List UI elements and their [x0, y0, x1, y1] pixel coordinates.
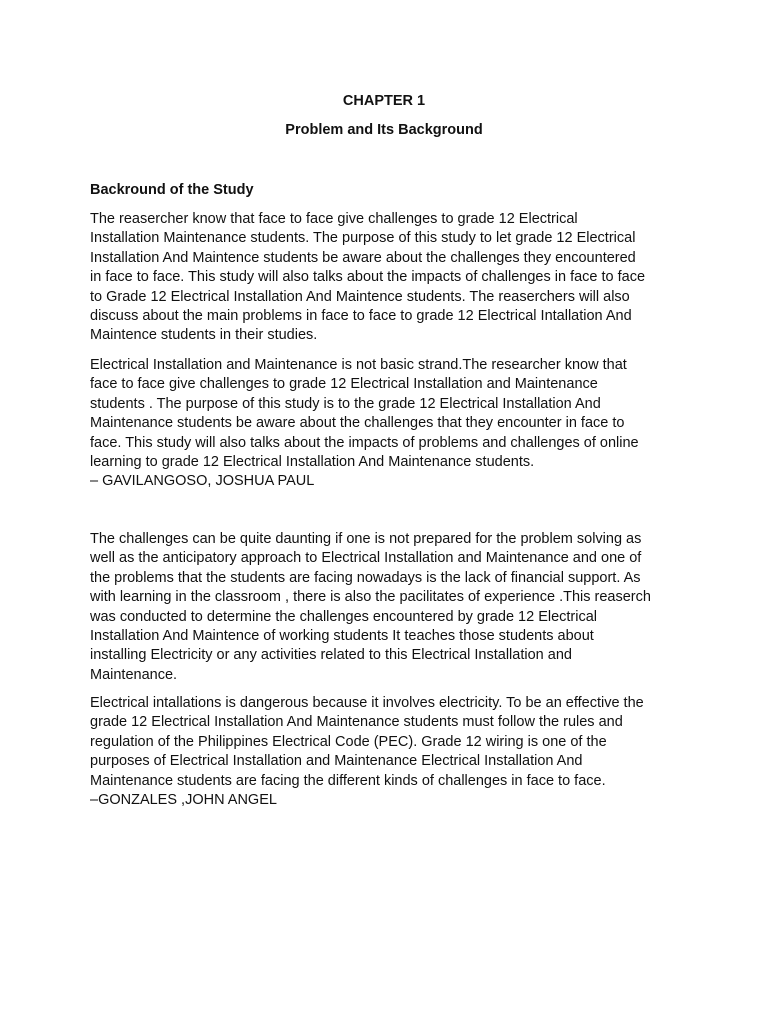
- paragraph-3: The challenges can be quite daunting if one is not prepared for the problem solving as well as the anticipatory approach to Electrical Installation and Maintenance and one of the problems that the students are facing nowadays is the lack of financial support. As with learning in the classroom , there is also the pacilitates of experience .This reaserch was conducted to determine the challenges encountered by grade 12 Electrical Installation And Maintence of working students It teaches those students about installing Electricity or any activities related to this Electrical Installation and Maintenance.: [90, 531, 651, 683]
- paragraph-4: Electrical intallations is dangerous because it involves electricity. To be an effective the grade 12 Electrical Installation And Maintenance students must follow the rules and regulation of the Philippines Electrical Code (PEC). Grade 12 wiring is one of the purposes of Electrical Installation and Maintenance Electrical Installation And Maintenance students are facing the different kinds of challenges in face to face. –GONZALES ,JOHN ANGEL: [90, 695, 644, 809]
- chapter-title: CHAPTER 1: [342, 93, 426, 109]
- chapter-subtitle: Problem and Its Background: [285, 122, 483, 138]
- paragraph-1: The reasercher know that face to face give challenges to grade 12 Electrical Installation Maintenance students. The purpose of this study to let grade 12 Electrical Installation And Maintence students be aware about the challenges they encountered in face to face. This study will also talks about the impacts of challenges in face to face to Grade 12 Electrical Installation And Maintence students. The reaserchers will also discuss about the main problems in face to face to grade 12 Electrical Intallation And Maintence students in their studies.: [90, 211, 646, 344]
- section-heading: Backround of the Study: [90, 182, 254, 198]
- paragraph-2: Electrical Installation and Maintenance is not basic strand.The researcher know that face to face give challenges to grade 12 Electrical Installation and Maintenance students . The purpose of this study is to the grade 12 Electrical Installation And Maintenance students be aware about the challenges that they encounter in face to face. This study will also talks about the impacts of problems and challenges of online learning to grade 12 Electrical Installation And Maintenance students. – GAVILANGOSO, JOSHUA PAUL: [90, 357, 639, 490]
